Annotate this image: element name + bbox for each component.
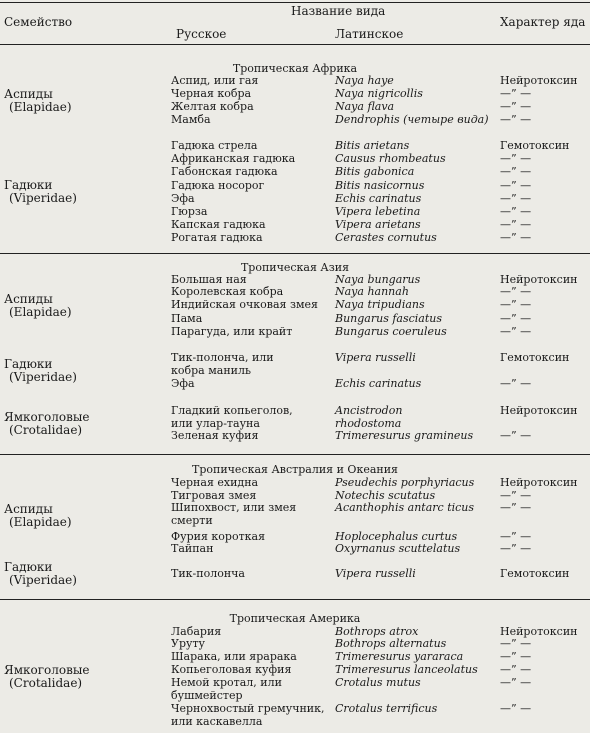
species-russian-name: смерти bbox=[171, 513, 213, 527]
family-latin-name: (Crotalidae) bbox=[9, 675, 83, 690]
venom-type: —” — bbox=[500, 663, 532, 676]
venom-type: —” — bbox=[500, 165, 532, 178]
species-russian-name: Черная ехидна bbox=[171, 476, 259, 489]
venom-type: Нейротоксин bbox=[500, 74, 578, 87]
species-russian-name: или каскавелла bbox=[171, 714, 263, 728]
species-russian-name: Гадюка стрела bbox=[171, 139, 258, 152]
species-latin-name: Bungarus fasciatus bbox=[335, 312, 442, 325]
family-latin-name: (Elapidae) bbox=[9, 305, 72, 319]
venom-type: —” — bbox=[500, 152, 532, 165]
species-russian-name: кобра маниль bbox=[171, 363, 251, 377]
family-name: Ямкоголовые bbox=[4, 409, 90, 424]
venom-type: —” — bbox=[500, 377, 532, 390]
species-latin-name: Oxyrnanus scuttelatus bbox=[335, 542, 461, 555]
family-latin-name: (Viperidae) bbox=[9, 191, 77, 205]
section-title: Тропическая Америка bbox=[229, 612, 361, 625]
species-russian-name: Зеленая куфия bbox=[171, 429, 259, 442]
top-rule bbox=[0, 2, 590, 3]
header-family: Семейство bbox=[4, 15, 73, 29]
species-latin-name: Vipera russelli bbox=[335, 351, 416, 364]
header-rule bbox=[0, 44, 590, 45]
header-venom: Характер яда bbox=[500, 15, 586, 29]
family-name: Аспиды bbox=[4, 86, 53, 101]
species-russian-name: Мамба bbox=[171, 113, 211, 126]
species-latin-name: Naya hannah bbox=[335, 285, 409, 298]
venom-type: —” — bbox=[500, 530, 532, 543]
species-latin-name: Bothrops alternatus bbox=[335, 637, 447, 650]
family-latin-name: (Viperidae) bbox=[9, 573, 77, 587]
species-russian-name: Капская гадюка bbox=[171, 218, 266, 231]
species-russian-name: Шарака, или ярарака bbox=[171, 650, 297, 663]
family-latin-name: (Viperidae) bbox=[9, 370, 77, 384]
species-russian-name: Черная кобра bbox=[171, 87, 252, 100]
section-rule bbox=[0, 599, 590, 600]
species-russian-name: Большая ная bbox=[171, 273, 247, 286]
species-russian-name: Уруту bbox=[171, 637, 206, 650]
family-name: Аспиды bbox=[4, 292, 53, 306]
family-latin-name: (Elapidae) bbox=[9, 515, 72, 529]
venom-type: —” — bbox=[500, 542, 532, 555]
species-latin-name: Naya bungarus bbox=[335, 273, 421, 286]
venom-type: —” — bbox=[500, 489, 532, 502]
venom-type: —” — bbox=[500, 298, 532, 311]
species-russian-name: Рогатая гадюка bbox=[171, 231, 263, 244]
venom-type: —” — bbox=[500, 429, 532, 442]
venom-type: Гемотоксин bbox=[500, 351, 570, 364]
species-russian-name: Лабария bbox=[171, 625, 222, 638]
venom-type: —” — bbox=[500, 325, 532, 338]
species-russian-name: или улар-тауна bbox=[171, 416, 260, 430]
species-russian-name: Гадюка носорог bbox=[171, 179, 265, 192]
species-latin-name: Bungarus coeruleus bbox=[335, 325, 447, 338]
family-latin-name: (Crotalidae) bbox=[9, 422, 83, 437]
species-latin-name: Ancistrodon bbox=[335, 404, 403, 417]
venom-type: —” — bbox=[500, 702, 532, 715]
species-russian-name: Тик-полонча bbox=[171, 567, 245, 580]
species-latin-name: Naya tripudians bbox=[335, 298, 425, 311]
species-russian-name: Индийская очковая змея bbox=[171, 298, 318, 311]
venom-type: Гемотоксин bbox=[500, 567, 570, 580]
venom-type: —” — bbox=[500, 637, 532, 650]
species-latin-name: Cerastes cornutus bbox=[335, 231, 437, 244]
section-rule bbox=[0, 253, 590, 254]
species-russian-name: Эфа bbox=[171, 377, 195, 390]
species-latin-name: Dendrophis (четыре вида) bbox=[335, 113, 489, 126]
species-russian-name: Фурия короткая bbox=[171, 530, 266, 543]
species-latin-name: Acanthophis antarc ticus bbox=[335, 501, 475, 514]
species-russian-name: Африканская гадюка bbox=[171, 152, 296, 165]
venom-type: —” — bbox=[500, 205, 532, 218]
species-latin-name: Echis carinatus bbox=[335, 192, 422, 205]
family-name: Гадюки bbox=[4, 178, 53, 192]
venom-type: —” — bbox=[500, 192, 532, 205]
section-rule bbox=[0, 454, 590, 455]
species-russian-name: Немой кротал, или bbox=[171, 676, 282, 689]
species-russian-name: Габонская гадюка bbox=[171, 165, 278, 178]
venom-type: —” — bbox=[500, 231, 532, 244]
venom-type: —” — bbox=[500, 218, 532, 231]
venom-type: —” — bbox=[500, 87, 532, 100]
species-russian-name: Парагуда, или крайт bbox=[171, 325, 293, 338]
species-latin-name: rhodostoma bbox=[335, 416, 402, 430]
species-russian-name: Чернохвостый гремучник, bbox=[171, 702, 325, 715]
section-title: Тропическая Азия bbox=[240, 261, 350, 274]
species-latin-name: Hoplocephalus curtus bbox=[335, 530, 458, 543]
species-latin-name: Vipera lebetina bbox=[335, 205, 421, 218]
species-russian-name: Тайпан bbox=[171, 542, 214, 555]
family-latin-name: (Elapidae) bbox=[9, 99, 72, 114]
family-name: Гадюки bbox=[4, 560, 53, 574]
species-russian-name: Копьеголовая куфия bbox=[171, 663, 292, 676]
venom-type: —” — bbox=[500, 501, 532, 514]
species-latin-name: Bothrops atrox bbox=[335, 625, 419, 638]
species-latin-name: Vipera russelli bbox=[335, 567, 416, 580]
species-latin-name: Naya haye bbox=[335, 74, 394, 87]
species-latin-name: Naya flava bbox=[335, 100, 395, 113]
section-title: Тропическая Африка bbox=[232, 62, 358, 75]
species-latin-name: Trimeresurus yararaca bbox=[335, 650, 464, 663]
species-latin-name: Bitis gabonica bbox=[335, 165, 415, 178]
species-latin-name: Bitis nasicornus bbox=[335, 179, 425, 192]
venom-type: —” — bbox=[500, 100, 532, 113]
species-russian-name: Желтая кобра bbox=[171, 100, 254, 113]
family-name: Гадюки bbox=[4, 357, 53, 371]
header-species-name: Название вида bbox=[291, 4, 386, 18]
species-russian-name: Тик-полонча, или bbox=[171, 351, 274, 364]
species-russian-name: Королевская кобра bbox=[171, 285, 284, 298]
species-latin-name: Crotalus mutus bbox=[335, 676, 421, 689]
species-russian-name: Пама bbox=[171, 312, 203, 325]
species-russian-name: Аспид, или гая bbox=[171, 74, 259, 87]
venom-type: Нейротоксин bbox=[500, 404, 578, 417]
species-russian-name: Эфа bbox=[171, 192, 195, 205]
species-russian-name: Шипохвост, или змея bbox=[171, 501, 297, 514]
species-russian-name: бушмейстер bbox=[171, 688, 243, 702]
venom-type: —” — bbox=[500, 650, 532, 663]
venom-type: Нейротоксин bbox=[500, 476, 578, 489]
family-name: Ямкоголовые bbox=[4, 662, 90, 677]
species-latin-name: Vipera arietans bbox=[335, 218, 421, 231]
venom-type: —” — bbox=[500, 285, 532, 298]
venom-type: —” — bbox=[500, 676, 532, 689]
venom-type: —” — bbox=[500, 179, 532, 192]
species-latin-name: Bitis arietans bbox=[335, 139, 410, 152]
venom-type: —” — bbox=[500, 312, 532, 325]
species-latin-name: Trimeresurus gramineus bbox=[335, 429, 474, 442]
family-name: Аспиды bbox=[4, 502, 53, 516]
venom-type: Гемотоксин bbox=[500, 139, 570, 152]
species-latin-name: Causus rhombeatus bbox=[335, 152, 446, 165]
species-latin-name: Echis carinatus bbox=[335, 377, 422, 390]
venom-type: —” — bbox=[500, 113, 532, 126]
species-latin-name: Notechis scutatus bbox=[335, 489, 436, 502]
species-latin-name: Crotalus terrificus bbox=[335, 702, 438, 715]
section-title: Тропическая Австралия и Океания bbox=[192, 463, 398, 476]
species-russian-name: Гладкий копьеголов, bbox=[171, 404, 293, 417]
species-latin-name: Naya nigricollis bbox=[335, 87, 423, 100]
venom-type: Нейротоксин bbox=[500, 625, 578, 638]
species-russian-name: Тигровая змея bbox=[171, 489, 257, 502]
venom-type: Нейротоксин bbox=[500, 273, 578, 286]
species-latin-name: Pseudechis porphyriacus bbox=[335, 476, 475, 489]
species-russian-name: Гюрза bbox=[171, 205, 208, 218]
header-russian: Русское bbox=[176, 27, 227, 41]
header-latin: Латинское bbox=[335, 27, 404, 41]
species-latin-name: Trimeresurus lanceolatus bbox=[335, 663, 478, 676]
